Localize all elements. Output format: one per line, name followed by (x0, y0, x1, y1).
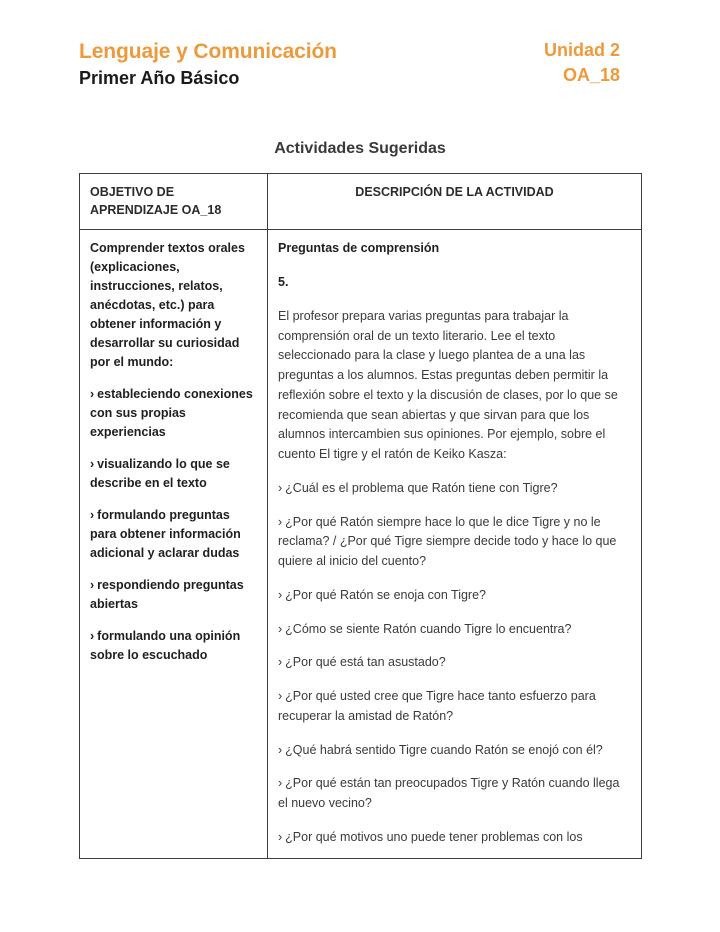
comprehension-question (278, 774, 631, 814)
objective-bullet (90, 506, 257, 563)
objective-bullet-label: visualizando lo que se describe en el texto (90, 457, 230, 491)
page-title: Actividades Sugeridas (274, 140, 446, 157)
objective-cell (80, 230, 268, 858)
unit-label: Unidad 2 (543, 40, 620, 60)
table-row (80, 230, 642, 858)
chevron-right-icon: › (90, 387, 95, 402)
chevron-right-icon: › (278, 829, 283, 844)
chevron-right-icon: › (278, 655, 283, 670)
description-cell (268, 230, 642, 858)
chevron-right-icon: › (278, 621, 283, 636)
chevron-right-icon: › (278, 689, 283, 703)
question-text: ¿Qué habrá sentido Tigre cuando Ratón se enojó con él? (285, 742, 603, 757)
description-paragraph: El profesor prepara varias preguntas para trabajar la comprensión oral de un texto literario. Lee el texto seleccionado para la clase y luego plantea de a una las preguntas a los alumnos. Estas preguntas deben permitir la reflexión sobre el texto y la discusión de clases, por lo que se recomienda que sean abiertas y que sirvan para que los alumnos intercambien sus opiniones. Por ejemplo, sobre el cuento El tigre y el ratón de Keiko Kasza: (278, 308, 618, 461)
objective-bullet-label: respondiendo preguntas abiertas (90, 578, 244, 612)
comprehension-question (278, 586, 631, 606)
objective-bullet-label: formulando preguntas para obtener información adicional y aclarar dudas (90, 508, 241, 561)
objective-bullet-label: estableciendo conexiones con sus propias experiencias (90, 387, 253, 440)
question-text: ¿Por qué está tan asustado? (285, 655, 446, 670)
objective-bullet (90, 627, 257, 665)
question-text: ¿Por qué están tan preocupados Tigre y Ratón cuando llega el nuevo vecino? (278, 776, 620, 810)
question-text: ¿Por qué Ratón se enoja con Tigre? (285, 587, 486, 602)
comprehension-question (278, 687, 631, 727)
chevron-right-icon: › (278, 776, 283, 791)
document-header (79, 40, 620, 89)
question-text: ¿Cuál es el problema que Ratón tiene con Tigre? (285, 480, 558, 495)
objective-bullet (90, 385, 257, 442)
comprehension-question (278, 479, 631, 499)
chevron-right-icon: › (90, 508, 95, 523)
question-text: ¿Por qué Ratón siempre hace lo que le dice Tigre y no le reclama? / ¿Por qué Tigre siempre decide todo y hace lo que quiere al inicio del cuento? (278, 514, 617, 568)
chevron-right-icon: › (278, 514, 283, 529)
activity-number: 5. (278, 275, 289, 289)
comprehension-question (278, 741, 631, 761)
activities-table (79, 173, 642, 859)
chevron-right-icon: › (90, 578, 95, 593)
chevron-right-icon: › (90, 629, 95, 644)
grade-level-title: Primer Año Básico (79, 67, 240, 88)
header-right-group (544, 40, 620, 87)
objective-bullet (90, 576, 257, 614)
description-heading: Preguntas de comprensión (278, 241, 440, 256)
header-left-group (79, 40, 337, 89)
chevron-right-icon: › (278, 587, 283, 602)
question-text: ¿Por qué motivos uno puede tener problemas con los (285, 829, 583, 844)
question-text: ¿Cómo se siente Ratón cuando Tigre lo encuentra? (285, 621, 572, 636)
column-header-description: DESCRIPCIÓN DE LA ACTIVIDAD (268, 174, 642, 230)
subject-title: Lenguaje y Comunicación (79, 40, 337, 63)
chevron-right-icon: › (278, 480, 283, 495)
comprehension-question (278, 620, 631, 640)
objective-bullet-label: formulando una opinión sobre lo escuchado (90, 629, 241, 663)
question-text: ¿Por qué usted cree que Tigre hace tanto esfuerzo para recuperar la amistad de Ratón? (278, 689, 596, 723)
oa-code-label: OA_18 (562, 65, 620, 86)
objective-intro-text: Comprender textos orales (explicaciones, instrucciones, relatos, anécdotas, etc.) para obtener información y desarrollar su curiosidad por el mundo: (90, 241, 245, 370)
comprehension-question (278, 828, 631, 848)
chevron-right-icon: › (90, 457, 95, 472)
column-header-objective: OBJETIVO DE APRENDIZAJE OA_18 (80, 174, 268, 230)
objective-bullet (90, 455, 257, 493)
chevron-right-icon: › (278, 742, 283, 757)
comprehension-question (278, 653, 631, 673)
table-header-row (80, 174, 642, 230)
comprehension-question (278, 513, 631, 572)
